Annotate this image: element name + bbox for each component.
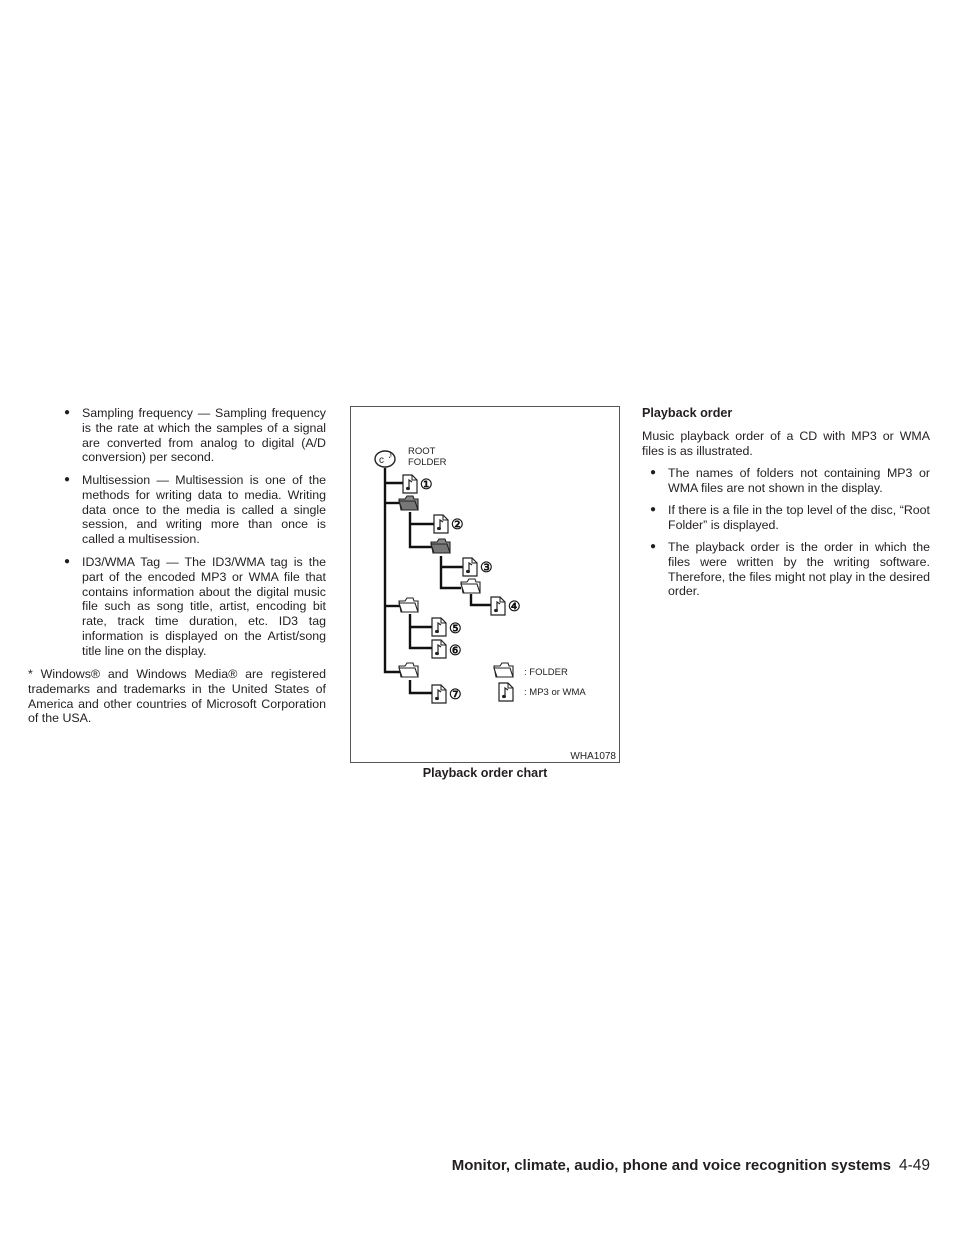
- music-file-icon: [403, 475, 417, 493]
- music-file-icon: [432, 640, 446, 658]
- cd-disc-icon: [375, 450, 395, 467]
- folder-icon: [461, 579, 480, 593]
- bullet-id3-tag: [64, 555, 326, 658]
- order-number: ⑤: [449, 620, 462, 636]
- playback-order-chart: [350, 406, 620, 763]
- folder-icon: [399, 663, 418, 677]
- order-number: ⑥: [449, 642, 462, 658]
- root-label: FOLDER: [408, 457, 447, 468]
- page-number: 4-49: [898, 1157, 930, 1174]
- music-file-icon: [432, 685, 446, 703]
- bullet-dot: ●: [64, 474, 71, 485]
- bullet-text: The names of folders not containing MP3 or WMA files are not shown in the display.: [668, 466, 930, 495]
- bullet-dot: ●: [650, 541, 657, 552]
- folder-icon: [399, 496, 418, 510]
- section-heading: Playback order: [642, 406, 733, 420]
- root-label: ROOT: [408, 446, 436, 457]
- bullet-folder-names: [650, 466, 930, 496]
- bullet-sampling-frequency: [64, 406, 326, 465]
- folder-icon: [399, 598, 418, 612]
- folder-icon: [431, 539, 450, 553]
- bullet-root-folder: [650, 503, 930, 533]
- order-number: ④: [508, 598, 521, 614]
- music-file-icon: [434, 515, 448, 533]
- bullet-playback-order: [650, 540, 930, 599]
- music-file-icon: [432, 618, 446, 636]
- legend-file-label: : MP3 or WMA: [524, 687, 586, 698]
- legend-folder-icon: [494, 663, 513, 677]
- order-number: ①: [420, 476, 433, 492]
- bullet-dot: ●: [650, 504, 657, 515]
- bullet-text: If there is a file in the top level of the disc, “Root Folder” is displayed.: [668, 503, 930, 532]
- footer-section-title: Monitor, climate, audio, phone and voice recognition systems: [451, 1157, 891, 1174]
- music-file-icon: [491, 597, 505, 615]
- bullet-dot: ●: [650, 467, 657, 478]
- order-number: ②: [451, 516, 464, 532]
- bullet-dot: ●: [64, 556, 71, 567]
- trademark-footnote: * Windows® and Windows Media® are registered trademarks and trademarks in the United States of America and other countries of Microsoft Corporation of the USA.: [28, 667, 326, 726]
- bullet-text: The playback order is the order in which the files were written by the writing software. Therefore, the files might not play in the desired order.: [668, 540, 930, 599]
- bullet-text: Multisession — Multisession is one of the methods for writing data to media. Writing data once to the media is called a single session, and writing more than once is called a multisession.: [82, 473, 326, 546]
- figure-code: WHA1078: [570, 751, 616, 762]
- bullet-dot: ●: [64, 407, 71, 418]
- legend-folder-label: : FOLDER: [524, 667, 568, 678]
- bullet-text: ID3/WMA Tag — The ID3/WMA tag is the part of the encoded MP3 or WMA file that contains information about the digital music file such as song title, artist, encoding bit rate, track time duration, etc. ID3 tag information is displayed on the Artist/song title line on the display.: [82, 555, 326, 658]
- svg-text:♪: ♪: [388, 450, 393, 460]
- legend-file-icon: [499, 683, 513, 701]
- figure-caption: Playback order chart: [422, 766, 548, 780]
- intro-paragraph: Music playback order of a CD with MP3 or WMA files is as illustrated.: [642, 429, 930, 458]
- music-file-icon: [463, 558, 477, 576]
- page-footer: [0, 1157, 930, 1175]
- order-number: ③: [480, 559, 493, 575]
- svg-text:c: c: [379, 455, 384, 466]
- order-number: ⑦: [449, 686, 462, 702]
- bullet-multisession: [64, 473, 326, 547]
- bullet-text: Sampling frequency — Sampling frequency is the rate at which the samples of a signal are converted from analog to digital (A/D conversion) per second.: [82, 406, 326, 465]
